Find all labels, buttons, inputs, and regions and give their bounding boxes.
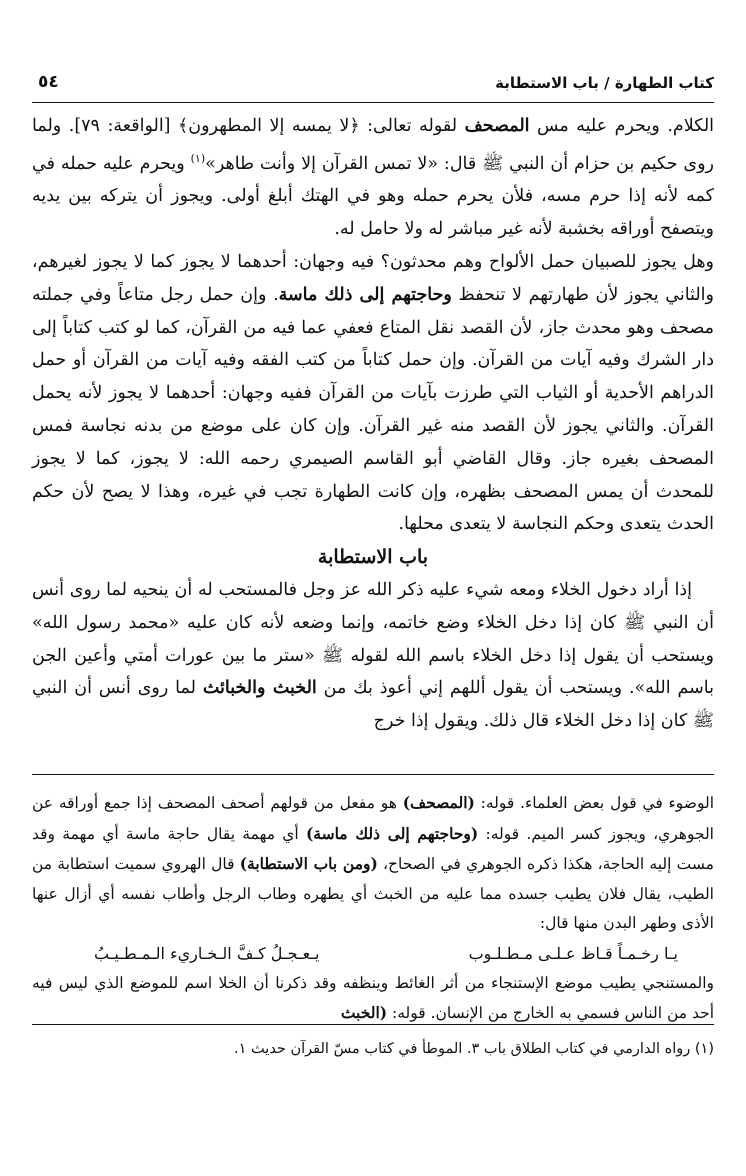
text-run: لما روى أنس أن النبي ﷺ كان إذا دخل الخلاء قال ذلك. ويقول إذا خرج: [32, 678, 714, 732]
text-run: أي مهمة يقال حاجة ماسة أي مهمة وقد مست إليه الحاجة، هكذا ذكره الجوهري في الصحاح،: [32, 824, 714, 874]
running-title: كتاب الطهارة / باب الاستطابة: [495, 74, 714, 92]
book-page: [32, 64, 714, 1156]
commentary-paragraph-1: [32, 788, 714, 939]
main-text: [32, 110, 714, 738]
commentary-divider: [32, 774, 714, 775]
paragraph-1: [32, 110, 714, 246]
text-run: ويحرم عليه حمله في كمه لأنه إذا حرم مسه، فلأن يحرم حمله وهو في الهتك أبلغ أولى. ويجوز أن يتركه بين يديه ويتصفح أوراقه بخشبة لأنه غير مباشر له ولا حامل له.: [32, 153, 714, 240]
bold-term: وحاجتهم إلى ذلك ماسة: [278, 284, 452, 305]
paragraph-2: [32, 246, 714, 541]
verse-first-hemistich: يـا رخـمـاً قـاظ عـلـى مـطـلـوب: [468, 943, 678, 963]
text-run: قال الهروي سميت استطابة من الطيب، يقال فلان يطيب جسده مما عليه من الخبث أي يطهره وطاب الرجل وأطاب نفسه أي أزال عنها الأذى وطهر البدن منها قال:: [32, 855, 714, 933]
header-divider: [32, 102, 714, 103]
poetry-verse: [32, 939, 714, 969]
text-run: الوضوء في قول بعض العلماء. قوله:: [474, 794, 714, 812]
text-run: إذا أراد دخول الخلاء ومعه شيء عليه ذكر الله عز وجل فالمستحب له أن ينحيه لما روى أنس أن النبي ﷺ كان إذا دخل الخلاء وضع خاتمه، وإنما وضعه لأنه كان عليه «محمد رسول الله» ويستحب أن يقول إذا دخل الخلاء باسم الله لقوله ﷺ «ستر ما بين عورات أمتي وأعين الجن باسم الله». ويستحب أن يقول أللهم إني أعوذ بك من: [32, 579, 715, 699]
footnote-number: (١): [694, 1041, 714, 1057]
bold-term: المصحف: [464, 116, 530, 136]
page-header: [32, 64, 714, 104]
footnote: [32, 1036, 714, 1062]
text-run: وهل يجوز للصبيان حمل الألواح وهم محدثون؟ فيه وجهان: أحدهما لا يجوز كما لا يجوز لغيرهم، والثاني يجوز لأن طهارتهم لا تنحفظ: [32, 252, 714, 305]
bold-term: (المصحف): [402, 793, 475, 812]
bold-term: الخبث والخبائث: [202, 678, 317, 699]
text-run: الكلام. ويحرم عليه مس: [529, 116, 715, 136]
commentary: [32, 788, 714, 1029]
bold-term: (الخبث: [340, 1003, 388, 1023]
text-run: والمستنجي يطيب موضع الإستنجاء من أثر الغائط وينظفه وقد ذكرنا أن الخلا اسم للموضع الذي ليس فيه أحد من الناس فسمي به الخارج من الإنسان. قوله:: [32, 973, 714, 1023]
paragraph-3: [32, 574, 714, 738]
text-run: هو مفعل من قولهم أصحف المصحف إذا جمع أوراقه عن الجوهري، ويجوز كسر الميم. قوله:: [32, 794, 714, 843]
text-run: لقوله تعالى: ﴿لا يمسه إلا المطهرون﴾ [الواقعة: ٧٩]. ولما روى حكيم بن حزام أن النبي ﷺ قال: «لا تمس القرآن إلا وأنت طاهر»: [32, 116, 715, 174]
section-heading: باب الاستطابة: [317, 546, 429, 569]
text-run: . وإن حمل رجل متاعاً وفي جملته مصحف وهو محدث جاز، لأن القصد نقل المتاع فعفي عما فيه من القرآن، كما لو كتب كتاباً إلى دار الشرك وفيه آيات من القرآن. وإن حمل كتاباً من كتب الفقه وفيه آيات من القرآن أو حمل الدراهم الأحدية أو الثياب التي طرزت بآيات من القرآن ففيه وجهان: أحدهما لا يجوز لأنه يحمل القرآن. والثاني يجوز لأن القصد منه غير القرآن. وإن كان على موضع من بدنه نجاسة فمس المصحف بغيره جاز. وقال القاضي أبو القاسم الصيمري رحمه الله: لا يجوز، كما لا يجوز للمحدث أن يمس المصحف بظهره، وإن كانت الطهارة تجب في غيره، وهذا لا يصح لأن حكم الحدث يتعدى وحكم النجاسة لا يتعدى محلها.: [32, 284, 714, 535]
footnote-reference: (١): [190, 151, 206, 165]
footnote-text: رواه الدارمي في كتاب الطلاق باب ٣. الموطأ في كتاب مسّ القرآن حديث ١.: [234, 1041, 691, 1057]
footnote-divider: [32, 1024, 714, 1025]
commentary-paragraph-2: [32, 969, 714, 1029]
bold-term: (وحاجتهم إلى ذلك ماسة): [305, 823, 479, 843]
page-number: ٥٤: [38, 72, 59, 92]
verse-second-hemistich: يـعـجـلُ كـفَّ الـخـاريء الـمـطـيـبُ: [94, 943, 320, 963]
bold-term: (ومن باب الاستطابة): [239, 854, 378, 874]
